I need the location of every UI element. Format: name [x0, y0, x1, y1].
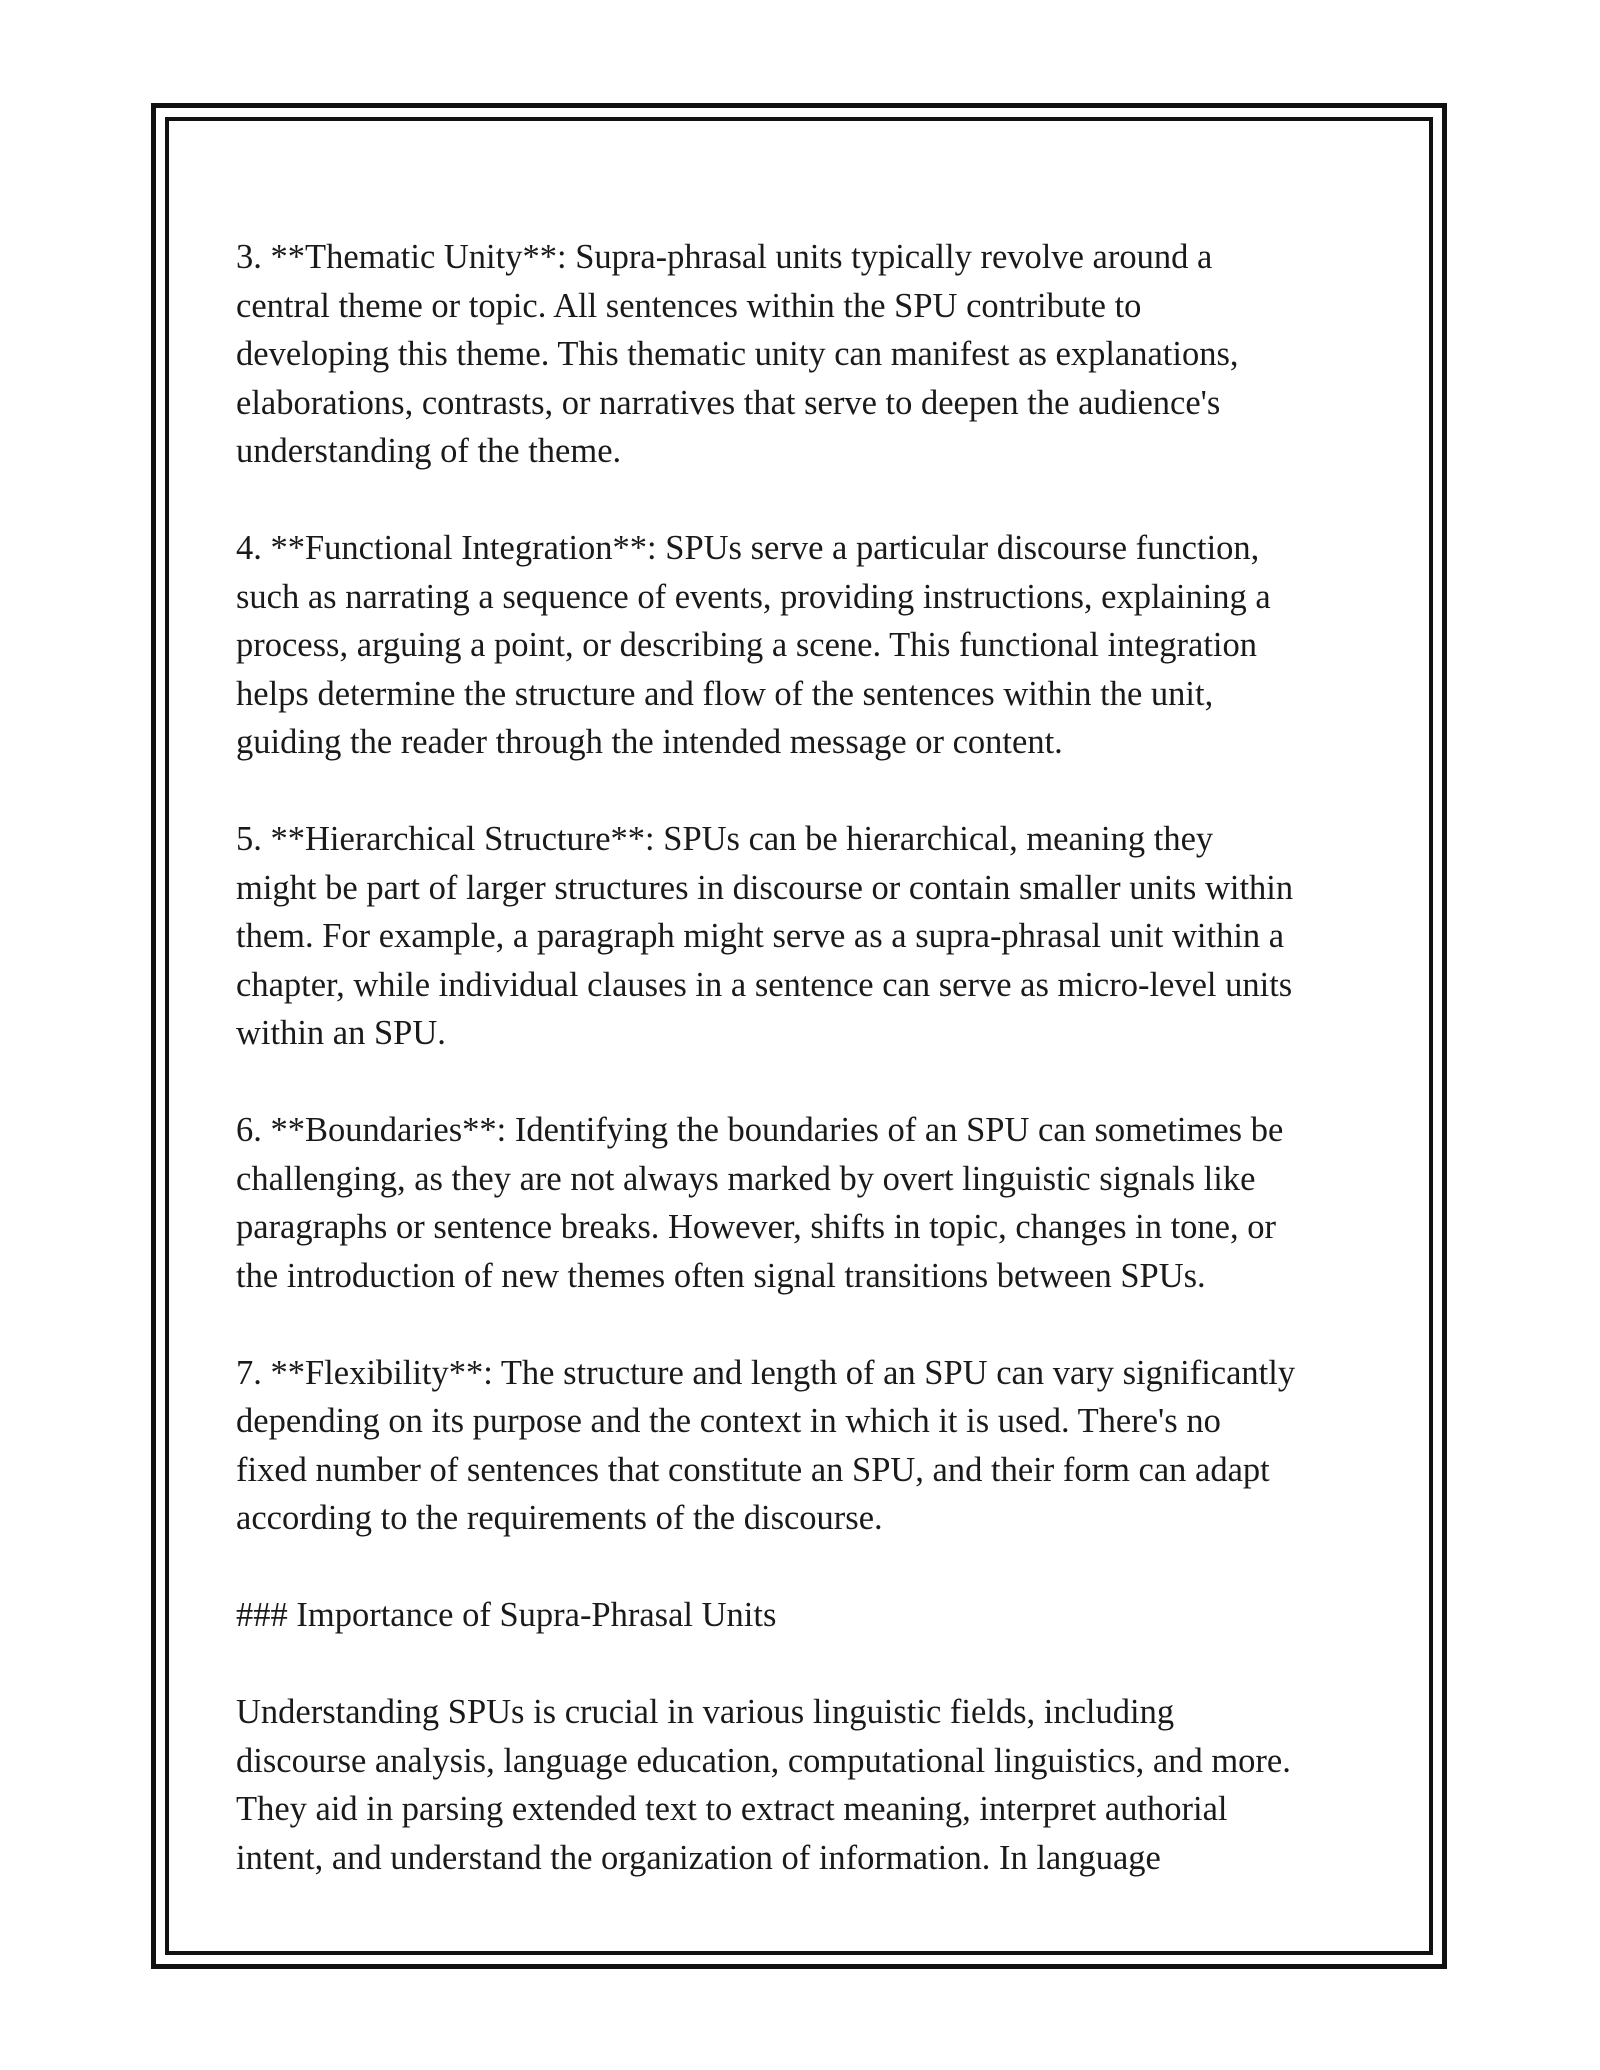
paragraph-boundaries: 6. **Boundaries**: Identifying the boundaries of an SPU can sometimes be challenging, as they are not always marked by overt linguistic signals like paragraphs or sentence breaks. However, shifts in topic, changes in tone, or the introduction of new themes often signal transitions between SPUs. — [236, 1111, 1284, 1295]
paragraph-functional-integration: 4. **Functional Integration**: SPUs serve a particular discourse function, such as narrating a sequence of events, providing instructions, explaining a process, arguing a point, or describing a scene. This functional integration helps determine the structure and flow of the sentences within the unit, guiding the reader through the intended message or content. — [236, 529, 1271, 761]
paragraph-hierarchical-structure: 5. **Hierarchical Structure**: SPUs can be hierarchical, meaning they might be part of larger structures in discourse or contain smaller units within them. For example, a paragraph might serve as a supra-phrasal unit within a chapter, while individual clauses in a sentence can serve as micro-level units within an SPU. — [236, 820, 1294, 1052]
section-heading-importance: ### Importance of Supra-Phrasal Units — [236, 1596, 777, 1634]
document-body — [236, 233, 1376, 1931]
paragraph-flexibility: 7. **Flexibility**: The structure and length of an SPU can vary significantly depending on its purpose and the context in which it is used. There's no fixed number of sentences that constitute an SPU, and their form can adapt according to the requirements of the discourse. — [236, 1353, 1296, 1537]
paragraph-importance: Understanding SPUs is crucial in various linguistic fields, including discourse analysis, language education, computational linguistics, and more. They aid in parsing extended text to extract meaning, interpret authorial intent, and understand the organization of information. In language — [236, 1693, 1291, 1877]
paragraph-thematic-unity: 3. **Thematic Unity**: Supra-phrasal units typically revolve around a central theme or topic. All sentences within the SPU contribute to developing this theme. This thematic unity can manifest as explanations, elaborations, contrasts, or narratives that serve to deepen the audience's understanding of the theme. — [236, 238, 1239, 470]
